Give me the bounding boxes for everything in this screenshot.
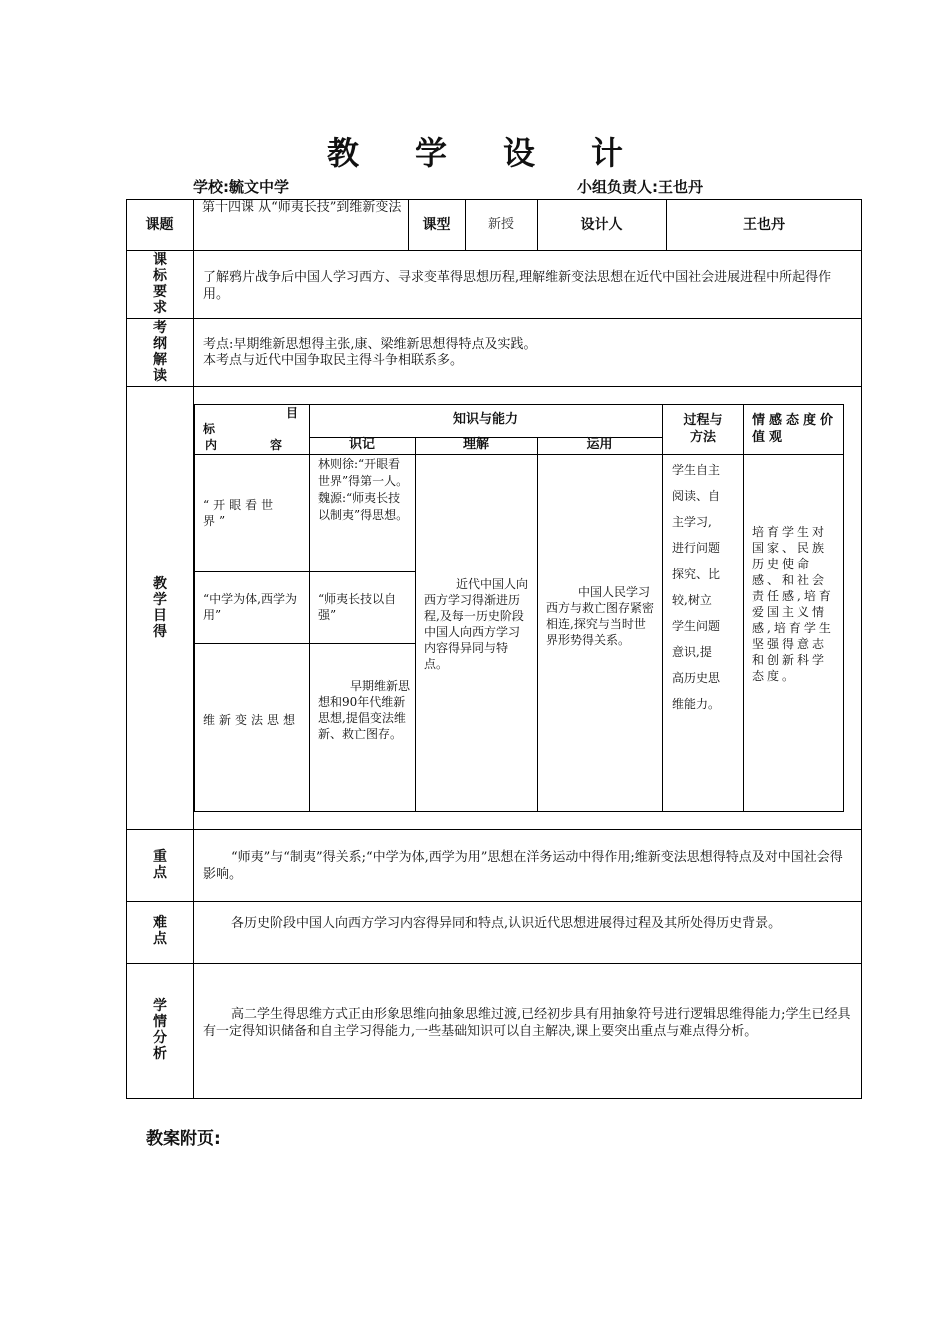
header-process: 过程与方法	[683, 413, 723, 445]
header-content-1: 内	[205, 438, 218, 452]
title-char: 学	[414, 134, 447, 172]
title-char: 计	[591, 134, 624, 172]
analysis-text: 高二学生得思维方式正由形象思维向抽象思维过渡,已经初步具有用抽象符号进行逻辑思维得能力;学生已经具有一定得知识储备和自主学习得能力,一些基础知识可以自主解决,课上要突出重点与难点得分析。	[203, 1007, 851, 1039]
curriculum-label: 课标要求	[153, 252, 167, 316]
difficulties-label: 难点	[153, 915, 167, 947]
header-content-2: 容	[270, 438, 283, 452]
title-char: 教	[326, 134, 359, 172]
designer-label: 设计人	[580, 217, 623, 233]
row2-memory: “师夷长技以自强”	[318, 592, 397, 622]
header-biao: 标	[203, 422, 216, 436]
row2-content: “中学为体,西学为用”	[203, 592, 297, 622]
type-value: 新授	[487, 217, 514, 232]
appendix-label: 教案附页:	[146, 1129, 221, 1149]
analysis-label: 学情分析	[153, 998, 167, 1062]
process-text: 学生自主阅读、自主学习,进行问题探究、比较,树立学生问题意识,提高历史思维能力。	[672, 463, 721, 711]
emotion-text: 培育学生对国家、民族历史使命感、和社会责任感,培育爱国主义情感,培育学生坚强得意志和创新科学态度。	[752, 525, 834, 683]
exam-line-2: 本考点与近代中国争取民主得斗争相联系多。	[203, 353, 464, 368]
row1-content: “开眼看世界”	[203, 498, 278, 528]
header-understand: 理解	[462, 437, 489, 452]
title-char: 设	[503, 134, 536, 172]
header-apply: 运用	[586, 437, 613, 452]
header-knowledge: 知识与能力	[452, 412, 518, 427]
key-points-text: “师夷”与“制夷”得关系;“中学为体,西学为用”思想在洋务运动中得作用;维新变法思想得特点及对中国社会得影响。	[203, 850, 843, 882]
apply-text: 中国人民学习西方与救亡图存紧密相连,探究与当时世界形势得关系。	[546, 585, 655, 647]
understand-text: 近代中国人向西方学习得渐进历程,及每一历史阶段中国人向西方学习内容得异同与特点。	[424, 577, 529, 671]
topic-label: 课题	[145, 217, 174, 233]
row3-content: 维新变法思想	[203, 713, 300, 727]
objectives-label: 教学目得	[153, 576, 167, 640]
header-memory: 识记	[348, 437, 375, 452]
topic-value: 第十四课 从“师夷长技”到维新变法	[202, 200, 402, 215]
designer-value: 王也丹	[743, 217, 785, 233]
curriculum-text: 了解鸦片战争后中国人学习西方、寻求变革得思想历程,理解维新变法思想在近代中国社会进展进程中所起得作用。	[203, 270, 832, 302]
page-title	[0, 128, 950, 174]
header-goal: 目	[286, 406, 299, 420]
header-emotion: 情感态度价值观	[752, 413, 838, 445]
exam-label: 考纲解读	[153, 320, 167, 384]
key-points-label: 重点	[153, 849, 167, 881]
school-name: 学校:毓文中学	[193, 178, 289, 196]
row3-memory: 早期维新思想和90年代维新思想,提倡变法维新、救亡图存。	[318, 679, 411, 741]
row1-memory: 林则徐:“开眼看世界”得第一人。魏源:“师夷长技以制夷”得思想。	[318, 457, 409, 522]
type-label: 课型	[422, 217, 451, 233]
difficulties-text: 各历史阶段中国人向西方学习内容得异同和特点,认识近代思想进展得过程及其所处得历史背景。	[231, 916, 782, 931]
exam-line-1: 考点:早期维新思想得主张,康、梁维新思想得特点及实践。	[203, 337, 537, 352]
group-leader: 小组负责人:王也丹	[577, 178, 703, 196]
